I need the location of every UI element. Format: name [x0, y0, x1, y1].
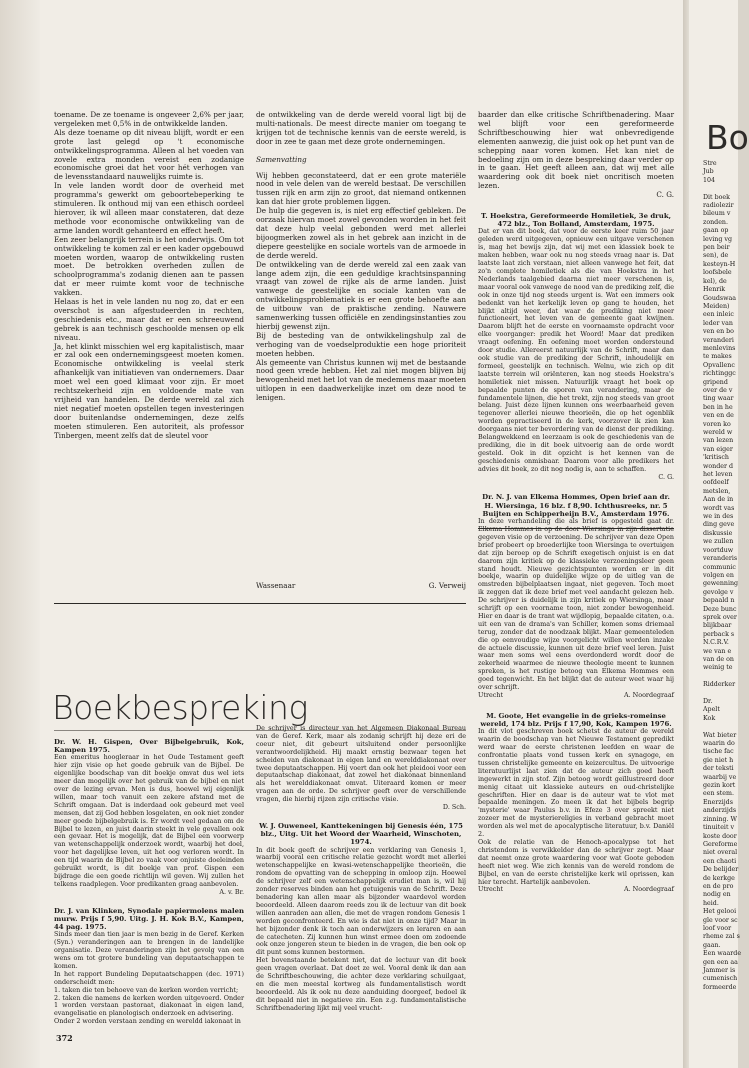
- review-body: Het bovenstaande betekent niet, dat de lectuur van dit boek geen vragen overlaat. Dat doet ze wel. Vooral denk ik dan aan de Schriftbeschouwing, die achter deze verklaring schuilgaat, en die men meestal kortweg als fundamentalistisch wordt beoordeeld. Als ik ook nu deze aanduiding doorgeef, bedoel ik dit bepaald niet in negatieve zin. Een z.g. fundamentalistische Schriftbenadering lijkt mij veel vrucht-: [256, 956, 466, 1012]
- right-page-line: der teksti: [703, 765, 734, 773]
- review-body: Dat er van dit boek, dat voor de eerste keer ruim 50 jaar geleden werd uitgegeven, opnieuw een uitgave verschenen is, mag het bewijs zijn, dat wij met een klassiek boek te maken hebben, waar ook nu nog steeds vraag naar is. Dat laatste laat zich verstaan, niet alleen vanwege het feit, dat zo'n complete homiletiek als die van Hoekstra in het Nederlands taalgebied daarna niet meer verschenen is, maar vooral ook vanwege de nood van de prediking zelf, die ook in onze tijd nog steeds urgent is. Wat een immers ook bedenkt van het kerkelijk leven op gang te houden, het blijkt altijd weer, dat waar de prediking niet meer functioneert, het leven van de gemeente gaat kwijnen. Daarom blijft het de eerste en voornaamste opdracht voor elke voorganger: predik het Woord! Maar dat prediken vraagt oefening. En oefening moet worden ondersteund door studie. Allereerst natuurlijk van de Schrift, maar dan ook studie van de prediking der Schrift, inhoudelijk en formeel, geestelijk en technisch. Welnu, wie zich op dit laatste terrein wil oriënteren, kan nog steeds Hoekstra's homiletiek niet missen. Natuurlijk vraagt het boek op bepaalde punten de sporen van verandering, maar de fundamentele lijnen, die het trekt, zijn nog steeds van groot belang. Juist deze lijnen kunnen ons weerbaarheid geven tegenover allerlei nieuwe theorieën, die op het ogenblik worden gepractiseerd in de kerk, voorzover ik zien kan doorgaans niet ter bevordering van de dienst der prediking. Belangwekkend en leerzaam is ook de geschiedenis van de prediking, die in dit boek uitvoerig aan de orde wordt gesteld. Ook in dit opzicht is het kennen van de geschiedenis onmisbaar. Daarom voor alle predikers het advies dit boek, zo dit nog nodig is, aan te schaffen.: [478, 227, 674, 473]
- right-page-line: wonder d: [703, 462, 734, 470]
- right-page-line: De belijder: [703, 866, 739, 874]
- right-page-line: waarbij ve: [703, 773, 737, 781]
- right-page-line: gezin kort: [703, 782, 736, 790]
- right-page-line: gripend: [703, 378, 728, 386]
- right-page-line: gaan.: [703, 941, 721, 949]
- section-divider: [54, 603, 466, 604]
- right-page-line: [703, 673, 738, 681]
- right-page-line: veranderi: [703, 336, 734, 344]
- right-page-line: 'kritisch: [703, 454, 729, 462]
- right-page-line: leving vg: [703, 235, 732, 243]
- right-page-line: N.C.R.V.: [703, 639, 729, 647]
- right-page-line: gle voor sc: [703, 916, 738, 924]
- section-heading: Boekbespreking: [52, 688, 308, 727]
- article-paragraph: In vele landen wordt door de overheid met programma's gewerkt om geboortebeperking te stimuleren. Ik onthoud mij van een ethisch oordeel hierover, ik wil alleen maar constateren, dat deze methode voor economische ontwikkeling van de arme landen wordt gehanteerd en effect heeft.: [54, 181, 244, 235]
- right-page-line: 104: [703, 176, 716, 184]
- right-page-line: cumenisch: [703, 975, 738, 983]
- article-paragraph: de ontwikkeling van de derde wereld vooral ligt bij de multi-nationals. De meest directe manier om toegang te krijgen tot de technische kennis van de eerste wereld, is door in zee te gaan met deze grote ondernemingen.: [256, 110, 466, 146]
- right-page-line: heid.: [703, 899, 719, 907]
- right-page-line: radiolezir: [703, 202, 734, 210]
- right-page-line: Een waarde: [703, 950, 742, 958]
- review-signature: A. v. Br.: [219, 887, 244, 896]
- right-page-line: een inleic: [703, 311, 734, 319]
- article-paragraph: Een zeer belangrijk terrein is het onderwijs. Om tot ontwikkeling te komen zal er een kader opgebouwd moeten worden, waarop de ontwikkeling rusten moet. De betrokken overheden zullen de schoolprogramma's zodanig dienen aan te passen dat er meer ruimte komt voor de technische vakken.: [54, 234, 244, 298]
- right-page-line: perback s: [703, 630, 735, 638]
- right-page-line: tinuiteit v: [703, 824, 735, 832]
- review-column-3: [478, 111, 674, 1021]
- right-page-line: Goudswaa: [703, 294, 737, 302]
- article-paragraph: Wij hebben geconstateerd, dat er een grote materiële nood in vele delen van de wereld bestaat. De verschillen tussen rijk en arm zijn zo groot, dat niemand ontkennen kan dat hier grote problemen liggen.: [256, 170, 466, 207]
- right-page-line: Meiden): [703, 302, 730, 310]
- right-page-line: waarin do: [703, 740, 735, 748]
- review-title: W. J. Ouweneel, Kanttekeningen bij Genesis één, 175 blz., Uitg. Uit het Woord der Waarheid, Winschoten, 1974.: [259, 821, 463, 847]
- right-page-line: gevolge v: [703, 588, 734, 596]
- right-page-line: Het gelooi: [703, 908, 737, 916]
- right-page-line: en de pro: [703, 882, 734, 890]
- right-page-line: tische fac: [703, 748, 734, 756]
- review-title: T. Hoekstra, Gereformeerde Homiletiek, 3e druk, 472 blz., Ton Bolland, Amsterdam, 1975.: [480, 212, 671, 229]
- right-page-line: te makes: [703, 353, 732, 361]
- right-page-line: Deze bunc: [703, 605, 737, 613]
- right-page-line: bepaald n: [703, 597, 735, 605]
- page-number: 372: [56, 1033, 73, 1043]
- right-page-line: van eiger: [703, 445, 733, 453]
- right-page-line: leder van: [703, 319, 733, 327]
- right-page-line: wereld w: [703, 429, 733, 436]
- right-page-line: ting waar: [703, 395, 734, 403]
- right-page-line: anderzijds: [703, 807, 737, 815]
- right-page-line: oofdeelf: [703, 479, 729, 487]
- review-title: Dr. J. van Klinken, Synodale papiermolens malen murw. Prijs f 5,90. Uitg. J. H. Kok B.V., Kampen, 44 pag. 1975.: [54, 906, 244, 932]
- right-page-line: niet overal: [703, 849, 738, 857]
- article-paragraph: Als gemeente van Christus kunnen wij met de bestaande nood geen vrede hebben. Het zal niet mogen blijven bij bewogenheid met het lot van de medemens maar moeten uitlopen in een daadwerkelijke inzet om deze nood te lenigen.: [256, 357, 466, 403]
- right-page-line: ven en bo: [703, 328, 734, 336]
- review-signature: [478, 692, 674, 700]
- review-column-2: [256, 725, 466, 1023]
- review-body: In dit boek geeft de schrijver een verklaring van Genesis 1, waarbij vooral een critische relatie gezocht wordt met allerlei wetenschappelijke en kwasi-wetenschappelijke theorieën, die rondom de opvatting van de schepping in omloop zijn. Hoewel de schrijver zelf een wetenschappelijk erudiet man is, wil hij zonder reserves binden aan het getuigenis van de Schrift. Deze benadering kan allen maar als bijzonder waardevol worden beoordeeld. Alleen daarom reeds zou ik de lectuur van dit boek willen aanraden aan allen, die met de vragen rondom Genesis 1 worden geconfronteerd. En wie is dat niet in onze tijd? Maar in het bijzonder denk ik toch aan onderwijzers en leraren en aan de catecheten. Zij kunnen hun winst ermee doen om zodoende ook onze jongeren steun te bieden in de vragen, die ben ook op dit punt soms kunnen bestormen.: [256, 845, 466, 957]
- right-page-line: Kok: [703, 714, 716, 722]
- review-column-1: [54, 738, 244, 1026]
- article-signature: [256, 582, 466, 592]
- review-body: De schrijver is directeur van het Algemeen Diakonaal Bureau van de Geref. Kerk, maar als zodanig schrijft hij deze eri de coeur niet, dit gebeurt uitsluitend onder persoonlijke verantwoordelijkheid. Hij maakt ernstig bezwaar tegen het scheiden van diakonaat in eigen land en werelddiakonaat over twee deputaatschappen. Hij voert dan ook het pleidooi voor een deputaatschap diakonaat, dat zowel het diakonaat binnenland als het werelddiakonaat omvat. Uiteraard komen er meer vragen aan de orde. De schrijver geeft over de verschillende vragen, die hierbij rijzen zijn critische visie.: [256, 724, 466, 804]
- review-body: In dit vlot geschreven boek schetst de auteur de wereld waarin de boodschap van het Nieuwe Testament gepredikt werd waar de eerste christenen leefden en waar de confrontatie plaats vond tussen kerk en synagoge, en tussen christelijke gemeente en keizercultus. De uitvoerige literatuurlijst laat zien dat de auteur zich goed heeft ingewerkt in zijn stof. Zijn betoog wordt geïllustreerd door menig citaat uit klassieke auteurs en oud-christelijke geschriften. Hier en daar is de auteur wat te vlot met bepaalde meningen. Zo meen ik dat het bijbels begrip 'mysterie' waar Paulus b.v. in Efeze 3 over spreekt niet zozeer met de mysteriereligies in verband gebracht moet worden als wel met de apocalyptische literatuur, b.v. Daniël 2.: [478, 727, 674, 839]
- right-page-line: sprek over: [703, 613, 737, 621]
- right-page-line: blijkbaar: [703, 622, 732, 630]
- right-page-line: diskussie: [703, 529, 733, 537]
- right-page-line: ven en de: [703, 412, 734, 420]
- right-page-line: menlevins: [703, 344, 736, 352]
- right-page-line: metslen,: [703, 487, 731, 495]
- right-page-line: [703, 723, 738, 731]
- right-page-line: de kerkge: [703, 874, 735, 882]
- right-page-column: [703, 160, 742, 992]
- right-page-line: kel), de: [703, 277, 727, 285]
- review-signature: C. G.: [656, 190, 674, 200]
- right-page-line: gaan op: [703, 227, 729, 235]
- right-page-line: rheme zal s: [703, 933, 740, 941]
- right-page-line: Jub: [703, 168, 714, 176]
- right-page-line: we van e: [703, 647, 732, 655]
- review-body: Een emeritus hoogleraar in het Oude Testament geeft hier zijn visie op het goede gebruik van de Bijbel. De eigenlijke boodschap van dit boekje omvat dus wel iets meer dan mogelijk over het gebruik van de bijbel en niet over de lezing ervan. Men is dus, hoewel wij eigenlijk willen, maar toch vanuit een zekere afstand met de Schrift omgaan. Dat is inderdaad ook gebeurd met veel mensen, dat zij God hebben losgelaten, en ook niet zonder meer goede bijbelgebruik is. Er wordt veel gedaan om de Bijbel te lezen, en juist daarin steekt in vele gevallen ook een gevaar. Het is mogelijk, dat de Bijbel een voorwerp van wetenschappelijk onderzoek wordt, waarbij het doel, voor het dagelijkse leven, uit het oog verloren wordt. In een tijd waarin de Bijbel zo vaak voor onjuiste doeleinden gebruikt wordt, is dit boekje van prof. Gispen een bijdrage die een goede richtlijn wil geven. Wij zullen het telkens raadplegen. Voor predikanten graag aanbevolen.: [54, 753, 244, 888]
- right-page-line: [703, 185, 738, 193]
- article-paragraph: Helaas is het in vele landen nu nog zo, dat er een overschot is aan afgestudeerden in rechten, geschiedenis etc., maar dat er een schreeuwend gebrek is aan technisch geschoolde mensen op elk niveau.: [54, 297, 244, 342]
- section-divider: [478, 528, 674, 529]
- article-paragraph: De hulp die gegeven is, is niet erg effectief gebleken. De oorzaak hiervan moet zowel gevonden worden in het feit dat deze hulp veelal gebonden werd met allerlei bijoogmerken zowel als in het gebrek aan inzicht in de diepere geestelijke en sociale wortels van de armoede in de derde wereld.: [256, 206, 466, 260]
- right-page-line: zinning. W: [703, 815, 738, 823]
- article-paragraph: Bij de besteding van de ontwikkelingshulp zal de verhoging van de voedselproduktie een hoge prioriteit moeten hebben.: [256, 330, 466, 358]
- review-author: A. Noordegraaf: [623, 885, 674, 894]
- right-page-line: [703, 690, 738, 698]
- right-page-line: Wat bieter: [703, 731, 737, 739]
- review-list-item: Onder 2 worden verstaan zending en wereldd iakonaat in: [54, 1017, 241, 1026]
- right-page-line: gen een aa: [703, 958, 738, 966]
- right-page-line: formeerde: [703, 983, 737, 991]
- right-page-line: communic: [703, 563, 736, 571]
- review-body: Sinds meer dan tien jaar is men bezig in de Geref. Kerken (Syn.) veranderingen aan te brengen in de landelijke organisatie. Deze veranderingen zijn het gevolg van een wens om tot grotere bundeling van deputaatschappen te komen.: [54, 930, 244, 970]
- right-page-line: bileum v: [703, 210, 731, 218]
- right-page-line: nodig en: [703, 891, 731, 899]
- article-author: G. Verweij: [428, 581, 466, 590]
- right-page-line: loofsbele: [703, 269, 732, 277]
- review-signature: C. G.: [658, 472, 674, 481]
- page-edge-shadow: [0, 0, 40, 1068]
- right-page-line: over de v: [703, 386, 733, 394]
- right-page-line: gewenning: [703, 580, 739, 588]
- right-page-line: we in des: [703, 513, 734, 521]
- review-title: Dr. W. H. Gispen, Over Bijbelgebruik, Kok, Kampen 1975.: [54, 738, 244, 755]
- right-page-line: veranderis: [703, 555, 738, 563]
- right-page-line: Jammer is: [703, 967, 736, 974]
- right-page-line: sen), de: [703, 252, 729, 260]
- article-column-2: [256, 111, 466, 581]
- right-page-line: voren ko: [703, 420, 731, 428]
- article-paragraph: Ja, het klinkt misschien wel erg kapitalistisch, maar er zal ook een ondernemingsgeest moeten komen. Economische ontwikkeling is veelal sterk afhankelijk van initiatieven van ondernemers. Daar moet wel een goed klimaat voor zijn. Er moet rechtszekerheid zijn en voldoende mate van vrijheid van handelen. De derde wereld zal zich niet negatief moeten opstellen tegen investeringen door buitenlandse ondernemingen, deze zelfs moeten stimuleren. Een autoriteit, als professor Tinbergen, meent zelfs dat de sleutel voor: [54, 341, 244, 440]
- article-paragraph: toename. De ze toename is ongeveer 2,6% per jaar, vergeleken met 0,5% in de ontwikkelde landen.: [54, 110, 244, 128]
- right-page-line: Enerzijds: [703, 798, 733, 806]
- right-page-line: voortduw: [703, 546, 734, 554]
- right-page-line: Stre: [703, 160, 717, 167]
- review-author: A. Noordegraaf: [623, 691, 674, 700]
- right-page-line: loof voor: [703, 924, 732, 932]
- right-page-line: een stem.: [703, 790, 734, 798]
- article-column-1: [54, 111, 244, 584]
- right-page-line: kesteyn-H: [703, 260, 736, 268]
- review-body: In het rapport Bundeling Deputaatschappen (dec. 1971) onderscheidt men:: [54, 969, 244, 986]
- article-paragraph: De ontwikkeling van de derde wereld zal een zaak van lange adem zijn, die een geduldige krachtsinspanning vraagt van zowel de rijke als de arme landen. Juist vanwege de geestelijke en sociale kanten van de ontwikkelingsproblematiek is er een grote behoefte aan de uitbouw van de praktische zending. Nauwere samenwerking tussen officiële en zendingsinstanties zou hierbij gewenst zijn.: [256, 259, 466, 331]
- review-list-item: 2. taken die namens de kerken worden uitgevoerd. Onder 1 worden verstaan pastoraat, diakonaat in eigen land, evangelisatie en planologisch onderzoek en advisering.: [54, 993, 244, 1018]
- right-page-line: van lezen: [703, 437, 734, 445]
- right-page-line: Henrik: [703, 286, 726, 294]
- right-page-line: Opvallenc: [703, 361, 735, 369]
- right-page-line: zonden.: [703, 218, 728, 226]
- right-page-line: van de on: [703, 655, 734, 663]
- right-page-line: pen beir: [703, 244, 730, 252]
- right-page-heading: Bo: [706, 118, 749, 157]
- right-page-line: Dr.: [703, 698, 713, 705]
- review-signature: D. Sch.: [442, 803, 466, 812]
- right-page-line: Aan de in: [703, 496, 734, 504]
- review-title: Dr. N. J. van Elkema Hommes, Open brief aan dr. H. Wiersinga, 16 blz. f 8,90. Ichthusreeks, nr. 5 Buijten en Schipperheijn B.V., Amsterdam 1976.: [482, 493, 670, 518]
- review-place: Utrecht: [478, 885, 504, 894]
- right-page-line: wordt vas: [703, 504, 735, 512]
- right-page-line: ding geve: [703, 521, 735, 529]
- book-gutter: [683, 0, 689, 1068]
- review-body: In deze verhandeling die als brief is opgesteld gaat dr. gegeven visie op de verzoening. De schrijver van deze Open brief probeert op broederlijke toon Wiersinga te overtuigen dat zijn beroep op de Schrift exegetisch onjuist is en dat daarom zijn kritiek op de klassieke verzoeningsleer geen stand houdt. Nieuwe gezichtspunten worden er in dit boekje, waarin op duidelijke wijze op de uitleg van de omstreden bijbelplaatsen ingaat, niet gegeven. Toch moet ik zeggen dat ik deze brief met veel aandacht gelezen heb. De schrijver is duidelijk in zijn kritiek op Wiersinga, maar schrijft op een voorname toon, niet zonder bewogenheid. Hier en daar is de trant wat wijdlopig, bepaalde citaten, o.a. uit een van de drama's van Schiller, komen soms driemaal terug, zonder dat de noodzaak blijkt. Maar gemeenteleden die op eenvoudige wijze voorgelicht willen worden inzake de actuele discussie, kunnen uit deze brief veel leren. Juist waar men soms wel eens overdonderd wordt door de zekerheid waarmee de nieuwe theologie meent te kunnen spreken, is het rustige betoog van Elkema Hommes een goed tegenwicht. En het blijkt dat de auteur weet waar hij over schrijft.: [478, 517, 674, 692]
- review-place: Utrecht: [478, 691, 504, 700]
- review-signature: [478, 886, 674, 894]
- article-place: Wassenaar: [256, 581, 296, 590]
- right-page-line: Ridderker: [703, 681, 736, 689]
- right-page-line: volgen en: [703, 571, 734, 579]
- right-page-line: Dit boek: [703, 193, 730, 201]
- right-page-line: weinig te: [703, 664, 733, 672]
- review-title: M. Goote, Het evangelie in de grieks-romeinse wereld, 174 blz. Prijs f 17,90, Kok, Kampen 1976.: [480, 711, 672, 729]
- review-body: Ook de relatie van de Henoch-apocalypse tot het christendom is verwikkelder dan de schrijver zegt. Maar dat neemt onze grote waardering voor wat Goote geboden heeft niet weg. Wie zich kennis van de wereld rondom de Bijbel, en van de eerste christelijke kerk wil oprissen, kan hier terecht. Hartelijk aanbevolen.: [478, 838, 674, 886]
- right-page-line: ben in he: [703, 403, 733, 411]
- right-page-line: een chaoti: [703, 857, 737, 865]
- right-page-line: Apelt: [703, 706, 720, 714]
- right-page-line: koste door: [703, 832, 737, 840]
- right-page-line: we zullen: [703, 538, 734, 546]
- samenvatting-heading: Samenvatting: [256, 154, 307, 164]
- right-page-line: richtinggc: [703, 370, 736, 378]
- review-paragraph: baarder dan elke critische Schriftbenadering. Maar wel blijft voor een gereformeerde Schriftbeschouwing hier wat onbevredigende elementen aanwezig, die juist ook op het punt van de schepping naar voren komen. Het kan niet de bedoeling zijn om in deze bespreking daar verder op in te gaan. Het geeft alleen aan, dat wij met alle waardering ook dit boek niet oncritisch moeten lezen.: [478, 110, 674, 191]
- right-page-line: gie niet h: [703, 756, 734, 764]
- right-page-line: Gereforme: [703, 840, 738, 848]
- article-paragraph: Als deze toename op dit niveau blijft, wordt er een grote last gelegd op 't economische ontwikkelingsprogramma. Alleen al het voeden van zovele extra monden vereist een zodanige economische groei dat het voor hét verhogen van de levensstandaard nauwelijks ruimte is.: [54, 127, 244, 182]
- right-page-line: het leven: [703, 471, 733, 479]
- review-list-item: 1. taken die ten behoeve van de kerken worden verricht;: [54, 985, 239, 994]
